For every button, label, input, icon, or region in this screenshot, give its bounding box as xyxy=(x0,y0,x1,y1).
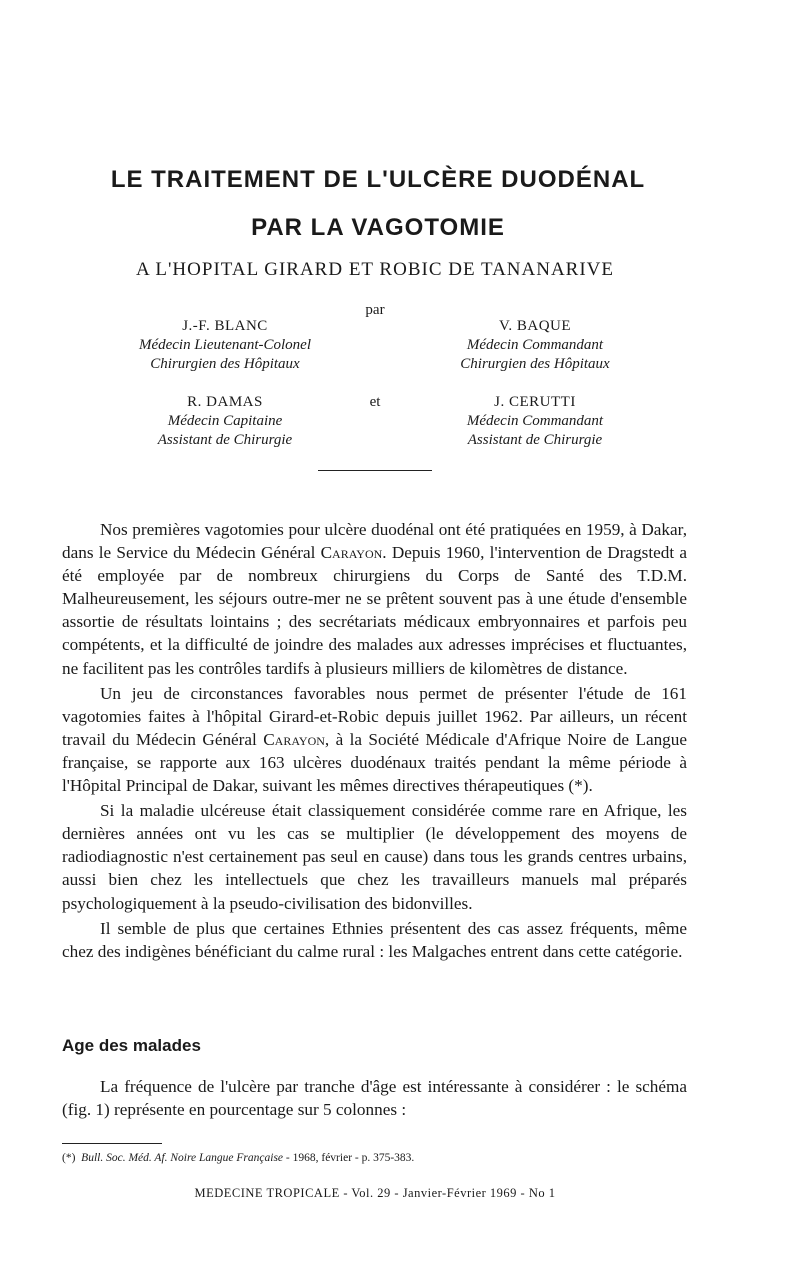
author-role: Assistant de Chirurgie xyxy=(157,432,293,448)
author-name: J. CERUTTI xyxy=(494,394,576,410)
footnote-rule xyxy=(62,1143,162,1144)
article-subtitle: A L'HOPITAL GIRARD ET ROBIC DE TANANARIVE xyxy=(135,259,615,280)
journal-footer: MEDECINE TROPICALE - Vol. 29 - Janvier-Février 1969 - No 1 xyxy=(194,1186,556,1200)
author-role: Médecin Lieutenant-Colonel xyxy=(138,337,312,353)
footnote-mark: (*) xyxy=(62,1152,76,1164)
paragraph-5: La fréquence de l'ulcère par tranche d'âge est intéressante à considérer : le schéma (fig. 1) représente en pourcentage sur 5 colonnes : xyxy=(62,1077,687,1119)
author-blanc xyxy=(85,317,365,374)
author-name: V. BAQUE xyxy=(498,318,572,334)
paragraph-text: Nos premières vagotomies pour ulcère duodénal ont été pratiquées en 1959, à Dakar, dans le Service du Médecin Général xyxy=(62,520,687,563)
author-citation: Carayon xyxy=(263,729,325,749)
paragraph-text: Un jeu de circonstances favorables nous permet de présenter l'étude de 161 vagotomies faites à l'hôpital Girard-et-Robic depuis juillet 1962. Par ailleurs, un récent travail du Médecin Général xyxy=(62,683,687,749)
section-body xyxy=(62,1075,687,1121)
paragraph-1 xyxy=(62,518,687,680)
paragraph-text: . Depuis 1960, l'intervention de Dragstedt a été employée par de nombreux chirurgiens du Corps de Santé des T.D.M. Malheureusement, les séjours outre-mer ne se prêtent souvent pas à une étude d'ensemble assortie de résultats lointains ; des secrétariats médicaux embryonnaires et parfois peu compétents, et la difficulté de joindre des malades aux adresses imprécises et fluctuantes, ne facilitent pas les contrôles tardifs à plusieurs milliers de kilomètres de distance. xyxy=(62,543,687,678)
author-role: Médecin Capitaine xyxy=(167,413,283,429)
author-baque xyxy=(395,317,675,374)
article-title-line1: LE TRAITEMENT DE L'ULCÈRE DUODÉNAL xyxy=(110,166,646,193)
author-role: Chirurgien des Hôpitaux xyxy=(150,356,300,372)
author-damas xyxy=(85,393,365,450)
author-role: Médecin Commandant xyxy=(466,413,604,429)
paragraph-2 xyxy=(62,682,687,797)
header-separator xyxy=(318,470,432,471)
author-cerutti xyxy=(395,393,675,450)
paragraph-text: , à la Société Médicale d'Afrique Noire de Langue française, se rapporte aux 163 ulcères duodénaux traités pendant la même période à l'Hôpital Principal de Dakar, suivant les mêmes directives thérapeutiques (*). xyxy=(62,729,687,796)
article-body xyxy=(62,518,687,963)
author-role: Médecin Commandant xyxy=(466,337,604,353)
footnote-rest: - 1968, février - p. 375-383. xyxy=(283,1152,415,1164)
byline-par: par xyxy=(365,302,385,318)
author-citation: Carayon xyxy=(320,543,383,563)
footnote-source: Bull. Soc. Méd. Af. Noire Langue Française xyxy=(81,1152,284,1164)
footnote xyxy=(62,1152,414,1164)
article-title-line2: PAR LA VAGOTOMIE xyxy=(251,214,505,241)
paragraph-4: Il semble de plus que certaines Ethnies présentent des cas assez fréquents, même chez des indigènes bénéficiant du calme rural : les Malgaches entrent dans cette catégorie. xyxy=(62,918,687,961)
author-role: Chirurgien des Hôpitaux xyxy=(460,356,610,372)
author-name: R. DAMAS xyxy=(187,394,263,410)
byline-et: et xyxy=(369,394,381,410)
author-name: J.-F. BLANC xyxy=(182,318,268,334)
author-role: Assistant de Chirurgie xyxy=(467,432,603,448)
paragraph-3: Si la maladie ulcéreuse était classiquement considérée comme rare en Afrique, les dernières années ont vu les cas se multiplier (le développement des moyens de radiodiagnostic n'est certainement pas seul en cause) dans tous les grands centres urbains, aussi bien chez les intellectuels que chez les travailleurs manuels mal préparés psychologiquement à la pseudo-civilisation des bidonvilles. xyxy=(62,801,687,913)
section-heading: Age des malades xyxy=(62,1036,201,1055)
